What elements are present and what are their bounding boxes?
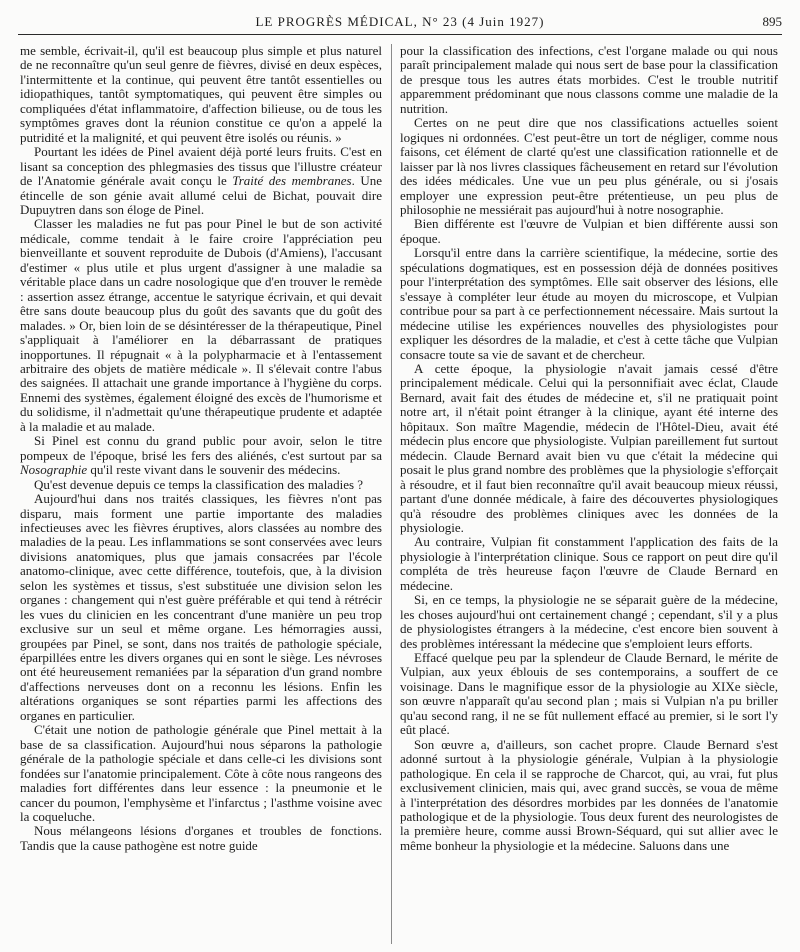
- paragraph: [400, 651, 778, 738]
- italic-title: Traité des membranes: [232, 173, 352, 189]
- running-title: LE PROGRÈS MÉDICAL, N° 23 (4 Juin 1927): [255, 14, 545, 29]
- paragraph-text: C'était une notion de pathologie générale que Pinel mettait à la base de sa classification. Aujourd'hui nous séparons la pathologie générale de la pathologie spéciale et dans celle-ci les divisions sont fondées sur l'anatomie principalement. Côte à côte nous rangeons des maladies fort différentes dans leur essence : la pneumonie et le cancer du poumon, l'emphysème et l'infarctus ; l'asthme voisine avec la coqueluche.: [20, 722, 382, 825]
- paragraph-text: Au contraire, Vulpian fit constamment l'application des faits de la physiologie à l'interprétation clinique. Sous ce rapport on peut dire qu'il compléta de très heureuse façon l'œuvre de Claude Bernard en médecine.: [400, 534, 778, 593]
- paragraph-text: Si Pinel est connu du grand public pour avoir, selon le titre pompeux de l'époque, brisé les fers des aliénés, c'est surtout par sa: [20, 433, 382, 463]
- paragraph: [400, 246, 778, 362]
- page-number: 895: [762, 14, 782, 29]
- paragraph-text: Pourtant les idées de Pinel avaient déjà porté leurs fruits. C'est en lisant sa conception des phlegmasies des tissus que l'illustre créateur de l'Anatomie générale avait conçu le: [20, 144, 382, 189]
- paragraph: [20, 723, 382, 824]
- paragraph: [20, 44, 382, 145]
- paragraph-text: Effacé quelque peu par la splendeur de Claude Bernard, le mérite de Vulpian, aux yeux éblouis de ses contemporains, a souffert de ce voisinage. Dans le magnifique essor de la physiologie au XIXe siècle, son œuvre n'apparaît qu'au second plan ; mais si Vulpian n'a pu briller qu'au second rang, il ne se fût nullement effacé au premier, si le sort l'y eût placé.: [400, 650, 778, 738]
- paragraph-text: Lorsqu'il entre dans la carrière scientifique, la médecine, sortie des spéculations dogmatiques, est en possession déjà de données positives pour l'interprétation des symptômes. Elle sait observer des lésions, elle s'essaye à compléter leur étude au moyen du microscope, et Vulpian contribue pour sa part à ce perfectionnement nécessaire. Mais surtout la médecine utilise les expériences nouvelles des physiologistes pour expliquer les désordres de la maladie, et c'est à cette tâche que Vulpian consacre toute sa vie de savant et de chercheur.: [400, 245, 778, 362]
- left-column: [20, 44, 382, 944]
- page-header: [18, 10, 782, 35]
- paragraph: [20, 145, 382, 217]
- paragraph: [20, 478, 382, 492]
- paragraph-text: Si, en ce temps, la physiologie ne se séparait guère de la médecine, les choses aujourd'hui ont certainement changé ; cependant, s'il y a plus de physiologistes étrangers à la médecine, c'est encore bien souvent à des problèmes intéressant la médecine que s'emploient leurs efforts.: [400, 592, 778, 651]
- paragraph-text: me semble, écrivait-il, qu'il est beaucoup plus simple et plus naturel de ne reconnaître qu'un seul genre de fièvres, divisé en deux espèces, l'intermittente et la continue, qui peuvent être tantôt essentielles ou idiopathiques, tantôt symptomatiques, qui peuvent être simples ou compliquées d'état inflammatoire, d'affection bilieuse, ou de tous les symptômes graves dont la réunion constitue ce qu'on a appelé la putridité et la malignité, et qui peuvent être isolés ou réunis. »: [20, 44, 382, 145]
- paragraph: [20, 434, 382, 477]
- paragraph: [20, 217, 382, 434]
- paragraph-text: A cette époque, la physiologie n'avait jamais cessé d'être principalement médicale. Celui qui la personnifiait avec éclat, Claude Bernard, avait fait des études de médecine et, s'il ne pratiquait point notre art, il n'était point étranger à la clinique, ayant été interne des hôpitaux. Son maître Magendie, médecin de l'Hôtel-Dieu, avait été médecin plus encore que physiologiste. Vulpian pareillement fut surtout médecin. Claude Bernard avait bien vu que c'était la médecine qui posait le plus grand nombre des problèmes que la physiologie s'efforçait à résoudre, et il faut bien reconnaître qu'il avait beaucoup mieux réussi, partant d'une donnée médicale, à faire des découvertes physiologiques qu'à résoudre des problèmes cliniques avec les données de la physiologie.: [400, 360, 778, 535]
- right-column: [400, 44, 778, 944]
- paragraph-text: qu'il reste vivant dans le souvenir des médecins.: [87, 462, 341, 478]
- paragraph: [400, 535, 778, 593]
- paragraph-text: . Une étincelle de son génie avait allumé celui de Bichat, pouvait dire Dupuytren dans son éloge de Pinel.: [20, 173, 382, 217]
- paragraph-text: Qu'est devenue depuis ce temps la classification des maladies ?: [34, 476, 364, 492]
- paragraph: [400, 738, 778, 854]
- column-divider: [391, 44, 392, 944]
- paragraph-text: Bien différente est l'œuvre de Vulpian et bien différente aussi son époque.: [400, 216, 778, 246]
- paragraph-text: Aujourd'hui dans nos traités classiques, les fièvres n'ont pas disparu, mais forment une partie importante des maladies infectieuses avec les fièvres éruptives, alors classées au nombre des maladies de la peau. Les inflammations se sont conservées avec leurs divisions anatomiques, plus que jamais consacrées par l'école anatomo-clinique, avec cette différence, toutefois, que, à la division selon les systèmes et tissus, s'est substituée une division selon les organes : changement qui n'est guère préférable et qui tend à rétrécir les vues du clinicien en les concentrant d'une manière un peu trop exclusive sur un seul et même organe. Les hémorragies aussi, groupées par Pinel, se sont, dans nos traités de pathologie spéciale, éparpillées entre les divers organes qui en sont le siège. Les névroses ont été heureusement remaniées par la séparation d'un grand nombre d'affections nerveuses dont on a reconnu les lésions. Enfin les altérations organiques se sont réparties parmi les affections des organes en particulier.: [20, 491, 382, 723]
- paragraph: [400, 44, 778, 116]
- paragraph-text: Certes on ne peut dire que nos classifications actuelles soient logiques ni ordonnées. C'est peut-être un tort de négliger, comme nous faisons, cet élément de clarté qu'est une classification rationnelle et de laisser par là nos livres classiques fâcheusement en retard sur l'évolution des idées médicales. Une vue un peu plus générale, ou si j'osais employer une expression peut-être prétentieuse, un peu plus de philosophie ne messiérait pas aujourd'hui à notre nosographie.: [400, 115, 778, 217]
- paragraph-text: Classer les maladies ne fut pas pour Pinel le but de son activité médicale, comme tendait à le faire croire l'appréciation peu bienveillante et souvent reproduite de Dubois (d'Amiens), l'accusant d'estimer « plus utile et plus urgent d'assigner à une maladie sa véritable place dans un cadre nosologique que d'en trouver le remède : assertion assez étrange, accentue le satyrique écrivain, et qui devait être sans doute beaucoup plus du goût des savants que du goût des malades. » Or, bien loin de se désintéresser de la thérapeutique, Pinel s'appliquait à l'améliorer en la débarrassant de pratiques inopportunes. Il répugnait « à la polypharmacie et à l'entassement arbitraire des objets de matière médicale ». Il s'élevait contre l'abus des saignées. Il attachait une grande importance à l'hygiène du corps. Ennemi des systèmes, également éloigné des excès de l'humorisme et du solidisme, il n'admettait qu'une thérapeutique prudente et adaptée à la maladie et au malade.: [20, 216, 382, 434]
- paragraph: [400, 593, 778, 651]
- paragraph-text: pour la classification des infections, c'est l'organe malade ou qui nous paraît principalement malade qui nous sert de base pour la classification de presque tous les autres états morbides. C'est le trouble nutritif apparemment prédominant que nous classons comme une maladie de la nutrition.: [400, 44, 778, 116]
- paragraph: [400, 116, 778, 217]
- paragraph-text: Son œuvre a, d'ailleurs, son cachet propre. Claude Bernard s'est adonné surtout à la physiologie générale, Vulpian à la physiologie pathologique. En cela il se rapproche de Charcot, qui, au vrai, fut plus exclusivement clinicien, mais qui, avec grand succès, se voua de même à l'interprétation des désordres morbides par les données de l'anatomie pathologique et de la physiologie. Tous deux furent des neurologistes de la première heure, comme aussi Brown-Séquard, qui sut allier avec le même bonheur la physiologie et la médecine. Saluons dans une: [400, 736, 778, 853]
- italic-title: Nosographie: [20, 462, 88, 478]
- paragraph: [20, 824, 382, 853]
- paragraph: [400, 362, 778, 535]
- paragraph: [400, 217, 778, 246]
- paragraph: [20, 492, 382, 723]
- paragraph-text: Nous mélangeons lésions d'organes et troubles de fonctions. Tandis que la cause pathogène est notre guide: [20, 823, 382, 853]
